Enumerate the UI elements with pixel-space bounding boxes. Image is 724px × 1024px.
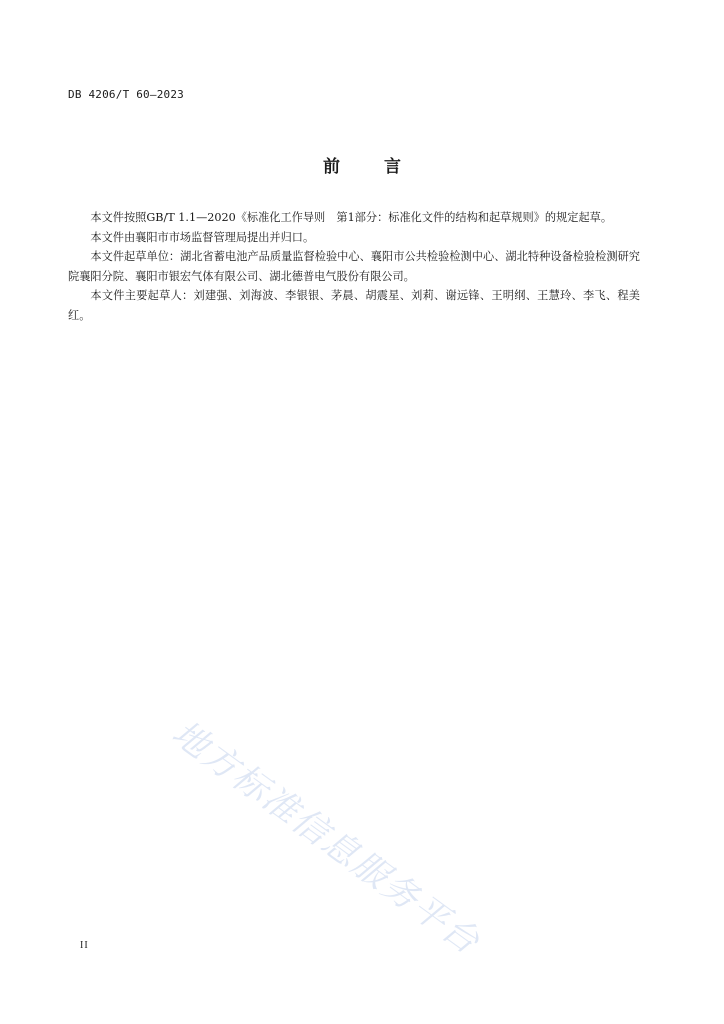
paragraph-drafting-units: 本文件起草单位：湖北省蓄电池产品质量监督检验中心、襄阳市公共检验检测中心、湖北特种设备检验检测研究院襄阳分院、襄阳市银宏气体有限公司、湖北德普电气股份有限公司。 — [68, 250, 640, 283]
paragraph-proposer: 本文件由襄阳市市场监督管理局提出并归口。 — [90, 230, 315, 244]
page-title: 前言 — [323, 157, 445, 177]
paragraph-drafting-rules: 本文件按照GB/T 1.1—2020《标准化工作导则 第1部分：标准化文件的结构和起草规则》的规定起草。 — [90, 211, 613, 224]
document-code: DB 4206/T 60—2023 — [68, 88, 184, 101]
paragraph-drafters: 本文件主要起草人：刘建强、刘海波、李银银、茅晨、胡震星、刘莉、谢远锋、王明纲、王慧玲、李飞、程美红。 — [68, 289, 640, 322]
foreword-body — [68, 208, 640, 325]
watermark: 地方标准信息服务平台 — [164, 713, 488, 964]
page-number: II — [80, 940, 89, 951]
